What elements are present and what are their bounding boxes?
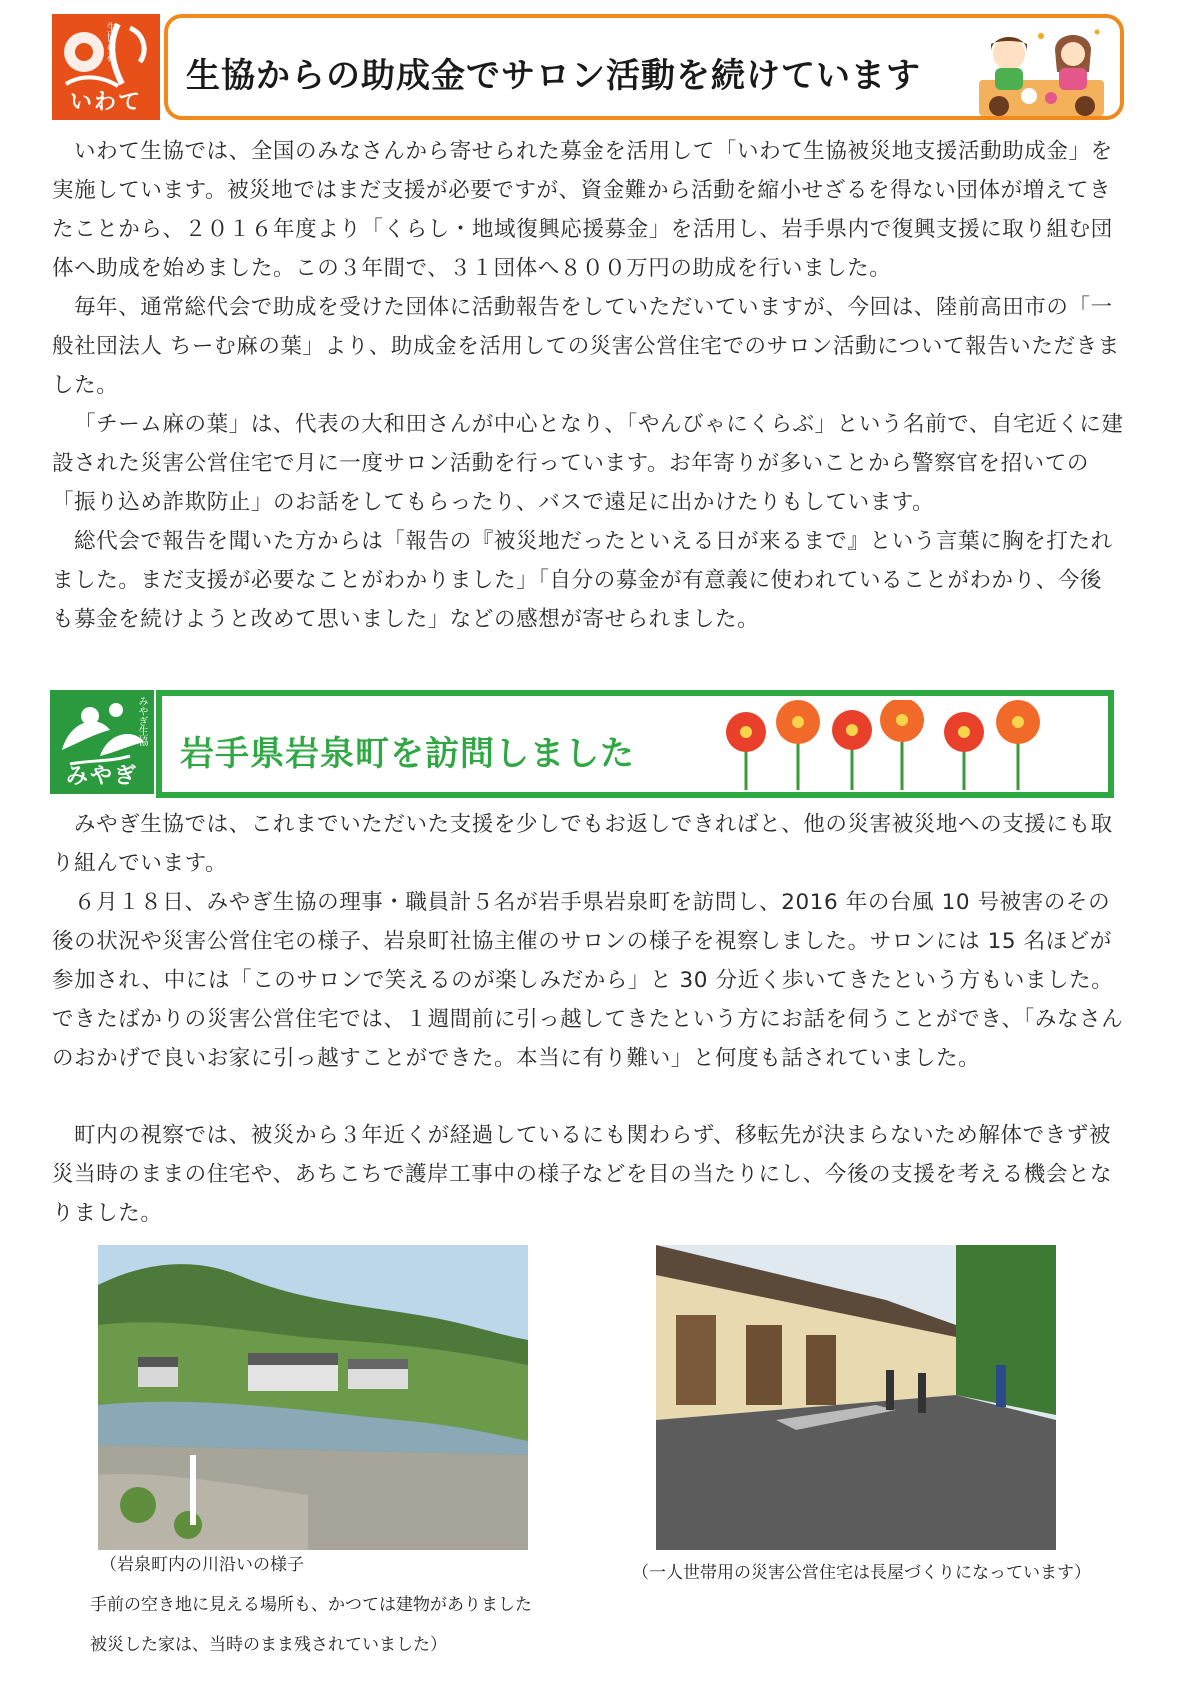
left-photo-caption-2: 手前の空き地に見える場所も、かつては建物がありました [90, 1595, 532, 1615]
paragraph-2: 毎年、通常総代会で助成を受けた団体に活動報告をしていただいていますが、今回は、陸前高田市の「一般社団法人 ちーむ麻の葉」より、助成金を活用しての災害公営住宅でのサロン活動について報告いただきました。 [52, 295, 1120, 398]
miyagi-logo [50, 690, 154, 794]
poppy-flowers-illustration [722, 700, 1062, 790]
paragraph-6: ６月１８日、みやぎ生協の理事・職員計５名が岩手県岩泉町を訪問し、2016 年の台風 10 号被害のその後の状況や災害公営住宅の様子、岩泉町社協主催のサロンの様子を視察しました。サロンには 15 名ほどが参加され、中には「このサロンで笑えるのが楽しみだから」と 30 分近く歩いてきたという方もいました。できたばかりの災害公営住宅では、１週間前に引っ越してきたという方にお話を伺うことができ、「みなさんのおかげで良いお家に引っ越すことができた。本当に有り難い」と何度も話されていました。 [52, 890, 1124, 1071]
left-photo-caption-3: 被災した家は、当時のまま残されていました） [90, 1635, 447, 1655]
people-tea-illustration [969, 22, 1114, 118]
section-banner-miyagi [156, 690, 1114, 798]
logo-label: いわて [69, 90, 142, 115]
riverside-photo [98, 1245, 528, 1550]
section-title: 岩手県岩泉町を訪問しました [180, 734, 635, 774]
logo-small-text: 生協の花 [104, 22, 115, 62]
paragraph-5: みやぎ生協では、これまでいただいた支援を少しでもお返しできればと、他の災害被災地への支援にも取り組んでいます。 [52, 812, 1113, 876]
paragraph-7: 町内の視察では、被災から３年近くが経過しているにも関わらず、移転先が決まらないため解体できず被災当時のままの住宅や、あちこちで護岸工事中の様子などを目の当たりにし、今後の支援を考える機会となりました。 [52, 1123, 1113, 1226]
section-title: 生協からの助成金でサロン活動を続けています [186, 56, 921, 96]
paragraph-1: いわて生協では、全国のみなさんから寄せられた募金を活用して「いわて生協被災地支援活動助成金」を実施しています。被災地ではまだ支援が必要ですが、資金難から活動を縮小せざるを得ない団体が増えてきたことから、２０１６年度より「くらし・地域復興応援募金」を活用し、岩手県内で復興支援に取り組む団体へ助成を始めました。この３年間で、３１団体へ８００万円の助成を行いました。 [52, 139, 1113, 281]
logo-small-text: みやぎ生協 [136, 696, 147, 746]
logo-label: みやぎ [65, 764, 138, 789]
iwate-logo [52, 14, 160, 120]
section-banner-iwate [164, 14, 1124, 120]
paragraph-4: 総代会で報告を聞いた方からは「報告の『被災地だったといえる日が来るまで』という言葉に胸を打たれました。まだ支援が必要なことがわかりました」「自分の募金が有意義に使われていることがわかり、今後も募金を続けようと改めて思いました」などの感想が寄せられました。 [52, 529, 1113, 632]
paragraph-3: 「チーム麻の葉」は、代表の大和田さんが中心となり、「やんびゃにくらぶ」という名前で、自宅近くに建設された災害公営住宅で月に一度サロン活動を行っています。お年寄りが多いことから警察官を招いての「振り込め詐欺防止」のお話をしてもらったり、バスで遠足に出かけたりもしています。 [52, 412, 1124, 515]
housing-photo [656, 1245, 1056, 1550]
right-photo-caption: （一人世帯用の災害公営住宅は長屋づくりになっています） [632, 1563, 1091, 1583]
left-photo-caption-1: （岩泉町内の川沿いの様子 [100, 1555, 304, 1575]
